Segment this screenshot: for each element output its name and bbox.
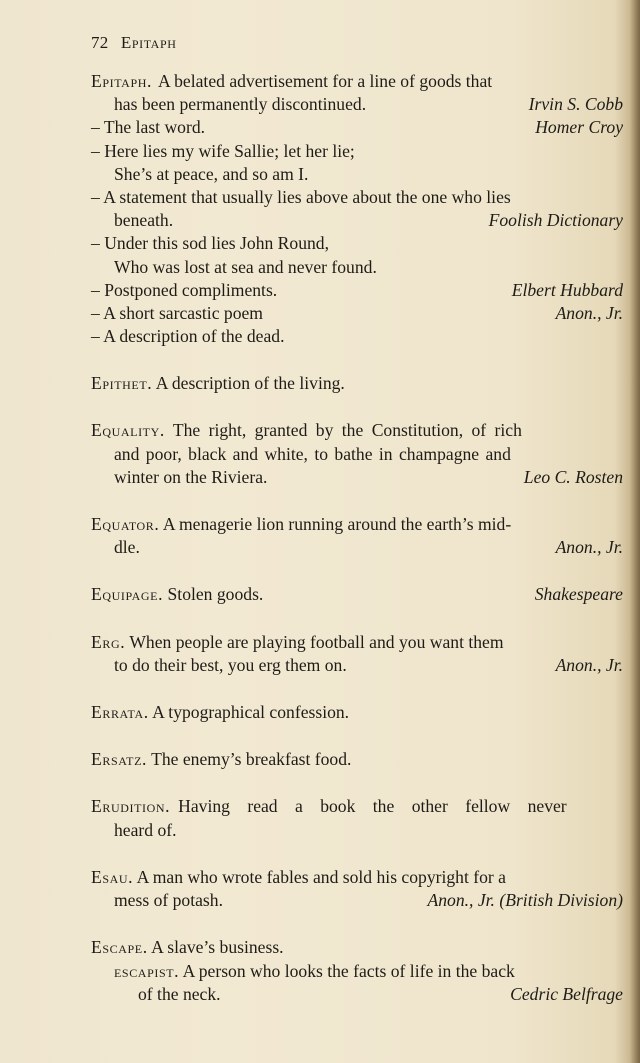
- page-number: 72: [91, 33, 109, 52]
- definition-line: Who was lost at sea and never found.: [114, 256, 377, 277]
- dictionary-entries: [91, 70, 623, 1031]
- entry-escapist: [91, 960, 623, 1006]
- entry-epithet: [91, 372, 623, 395]
- attribution: Anon., Jr.: [555, 302, 623, 323]
- attribution: Leo C. Rosten: [523, 466, 623, 487]
- definition-line: – Here lies my wife Sallie; let her lie;: [91, 140, 355, 161]
- attribution: Cedric Belfrage: [510, 984, 623, 1005]
- entry-errata: [91, 701, 623, 724]
- definition-line: When people are playing football and you want them: [129, 631, 504, 652]
- definition-line: Having read a book the other fellow never: [178, 796, 567, 817]
- definition-line: A man who wrote fables and sold his copyright for a: [136, 866, 506, 887]
- entry-term: Errata.: [91, 701, 149, 722]
- definition-line: A person who looks the facts of life in the back: [182, 961, 515, 982]
- definition-line: A menagerie lion running around the earth’s mid-: [162, 514, 512, 534]
- attribution: Elbert Hubbard: [511, 279, 623, 300]
- entry-equality: [91, 419, 623, 489]
- definition-line: The enemy’s breakfast food.: [151, 749, 352, 770]
- entry-term: Epithet.: [91, 373, 153, 394]
- definition-line: mess of potash.: [114, 889, 223, 910]
- running-title: Epitaph: [120, 33, 177, 52]
- definition-line: A description of the living.: [155, 373, 345, 394]
- definition-line: beneath.: [114, 210, 174, 231]
- definition-line: She’s at peace, and so am I.: [114, 163, 309, 184]
- entry-equator: [91, 513, 623, 559]
- attribution: Shakespeare: [534, 584, 623, 605]
- attribution: Anon., Jr. (British Division): [427, 889, 623, 910]
- definition-line: – A statement that usually lies above about the one who lies: [91, 186, 511, 207]
- entry-erg: [91, 631, 623, 677]
- attribution: Anon., Jr.: [555, 537, 623, 558]
- entry-term: Epitaph.: [91, 71, 152, 91]
- entry-term: Erudition.: [91, 796, 171, 817]
- attribution: Homer Croy: [535, 117, 623, 138]
- entry-escape: [91, 936, 623, 959]
- entry-term: Equality.: [91, 420, 165, 441]
- entry-epitaph: [91, 70, 623, 348]
- entry-term: Esau.: [91, 866, 134, 887]
- entry-ersatz: [91, 748, 623, 771]
- definition-line: of the neck.: [138, 984, 221, 1005]
- definition-line: – The last word.: [91, 117, 206, 138]
- entry-term: Erg.: [91, 631, 126, 652]
- entry-term: Equipage.: [91, 584, 164, 605]
- attribution: Anon., Jr.: [555, 654, 623, 675]
- definition-line: – A short sarcastic poem: [91, 302, 263, 323]
- definition-line: winter on the Riviera.: [114, 466, 268, 487]
- definition-line: – Under this sod lies John Round,: [91, 233, 330, 254]
- definition-line: heard of.: [114, 819, 177, 840]
- entry-term: Equator.: [91, 514, 160, 534]
- entry-term: escapist.: [114, 961, 180, 982]
- definition-line: – A description of the dead.: [91, 326, 285, 347]
- definition-line: A belated advertisement for a line of goods that: [158, 71, 493, 91]
- definition-line: A typographical confession.: [152, 701, 350, 722]
- page-header: [91, 33, 177, 53]
- entry-term: Ersatz.: [91, 749, 148, 770]
- definition-line: The right, granted by the Constitution, of rich: [172, 420, 522, 441]
- entry-term: Escape.: [91, 937, 148, 958]
- definition-line: has been permanently discontinued.: [114, 94, 367, 115]
- definition-line: – Postponed compliments.: [91, 279, 278, 300]
- definition-line: to do their best, you erg them on.: [114, 654, 347, 675]
- attribution: Irvin S. Cobb: [528, 94, 623, 115]
- definition-line: Stolen goods.: [167, 584, 264, 605]
- entry-equipage: [91, 583, 623, 606]
- entry-erudition: [91, 795, 623, 841]
- entry-esau: [91, 866, 623, 912]
- attribution: Foolish Dictionary: [488, 210, 623, 231]
- definition-line: A slave’s business.: [151, 937, 284, 958]
- definition-line: and poor, black and white, to bathe in champagne and: [114, 443, 511, 464]
- definition-line: dle.: [114, 537, 140, 558]
